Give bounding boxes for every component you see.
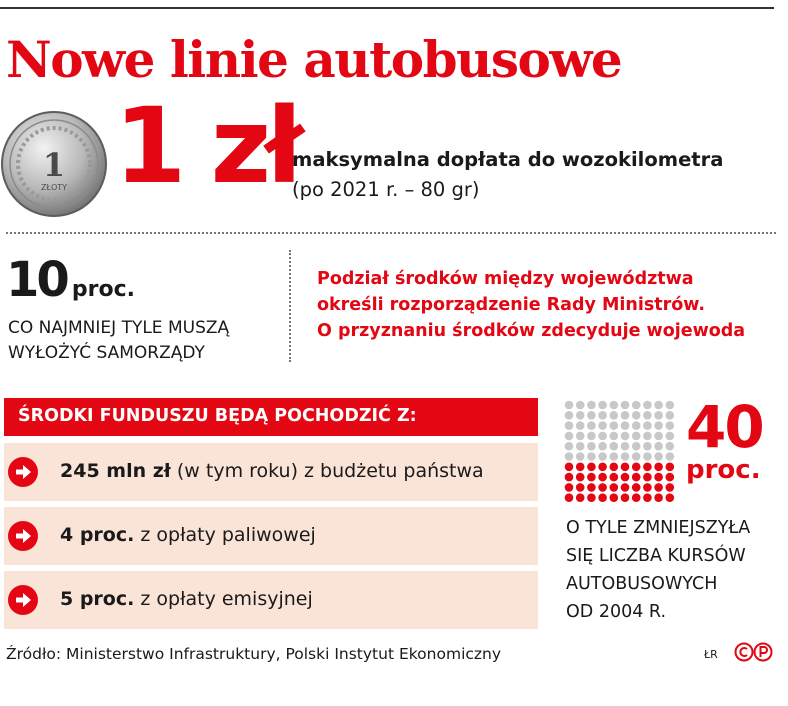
- grid-dot: [565, 442, 574, 451]
- grid-dot: [621, 442, 630, 451]
- grid-dot: [632, 463, 641, 472]
- grid-dot: [587, 463, 596, 472]
- grid-dot: [565, 401, 574, 410]
- max-subsidy-value: 1 zł: [114, 85, 298, 207]
- grid-dot: [621, 411, 630, 420]
- grid-dot: [666, 401, 675, 410]
- grid-dot: [654, 442, 663, 451]
- funds-header: ŚRODKI FUNDUSZU BĘDĄ POCHODZIĆ Z:: [4, 398, 538, 436]
- local-share-number: 10: [6, 252, 67, 308]
- grid-dot: [654, 432, 663, 441]
- grid-dot: [565, 473, 574, 482]
- grid-dot: [576, 401, 585, 410]
- vertical-dotted-divider: [289, 250, 291, 362]
- grid-dot: [621, 483, 630, 492]
- grid-dot: [587, 442, 596, 451]
- grid-dot: [576, 463, 585, 472]
- grid-dot: [587, 452, 596, 461]
- grid-dot: [587, 432, 596, 441]
- arrow-right-icon: [7, 456, 39, 488]
- author-credit: ŁR: [704, 648, 718, 661]
- page-title: Nowe linie autobusowe: [6, 30, 622, 89]
- grid-dot: [654, 452, 663, 461]
- grid-dot: [610, 483, 619, 492]
- grid-dot: [598, 473, 607, 482]
- grid-dot: [654, 493, 663, 502]
- decline-number: 40: [686, 393, 763, 461]
- grid-dot: [654, 463, 663, 472]
- arrow-right-icon: [7, 520, 39, 552]
- max-subsidy-description: maksymalna dopłata do wozokilometra: [292, 148, 724, 171]
- decline-dot-grid: [564, 400, 677, 504]
- grid-dot: [621, 473, 630, 482]
- coin-1-zloty-icon: [0, 110, 108, 218]
- grid-dot: [598, 432, 607, 441]
- grid-dot: [632, 483, 641, 492]
- grid-dot: [632, 493, 641, 502]
- grid-dot: [643, 483, 652, 492]
- grid-dot: [621, 421, 630, 430]
- grid-dot: [643, 473, 652, 482]
- grid-dot: [576, 493, 585, 502]
- regulation-note: Podział środków między województwa określi rozporządzenie Rady Ministrów. O przyznaniu środków zdecyduje wojewoda: [317, 269, 746, 341]
- grid-dot: [587, 401, 596, 410]
- dotted-divider: [6, 232, 776, 234]
- grid-dot: [654, 483, 663, 492]
- grid-dot: [643, 442, 652, 451]
- grid-dot: [576, 483, 585, 492]
- grid-dot: [666, 432, 675, 441]
- grid-dot: [643, 463, 652, 472]
- grid-dot: [621, 463, 630, 472]
- grid-dot: [576, 421, 585, 430]
- grid-dot: [565, 452, 574, 461]
- grid-dot: [576, 432, 585, 441]
- grid-dot: [621, 401, 630, 410]
- grid-dot: [632, 421, 641, 430]
- cp-copyright-icon: [734, 642, 774, 662]
- grid-dot: [654, 401, 663, 410]
- grid-dot: [565, 483, 574, 492]
- grid-dot: [598, 452, 607, 461]
- fund-source-row: 5 proc. z opłaty emisyjnej: [4, 571, 538, 629]
- grid-dot: [632, 473, 641, 482]
- grid-dot: [666, 421, 675, 430]
- grid-dot: [576, 473, 585, 482]
- grid-dot: [654, 421, 663, 430]
- grid-dot: [576, 442, 585, 451]
- local-share-unit: proc.: [71, 277, 136, 302]
- grid-dot: [598, 483, 607, 492]
- grid-dot: [576, 452, 585, 461]
- grid-dot: [598, 421, 607, 430]
- grid-dot: [598, 442, 607, 451]
- source-note: Źródło: Ministerstwo Infrastruktury, Polski Instytut Ekonomiczny: [6, 645, 502, 663]
- grid-dot: [632, 432, 641, 441]
- grid-dot: [632, 452, 641, 461]
- decline-unit: proc.: [686, 455, 761, 485]
- grid-dot: [654, 473, 663, 482]
- grid-dot: [598, 463, 607, 472]
- grid-dot: [587, 483, 596, 492]
- grid-dot: [666, 442, 675, 451]
- grid-dot: [654, 411, 663, 420]
- grid-dot: [587, 421, 596, 430]
- grid-dot: [565, 493, 574, 502]
- grid-dot: [621, 452, 630, 461]
- grid-dot: [643, 411, 652, 420]
- grid-dot: [598, 493, 607, 502]
- grid-dot: [621, 432, 630, 441]
- grid-dot: [643, 401, 652, 410]
- max-subsidy-note: (po 2021 r. – 80 gr): [292, 178, 480, 201]
- grid-dot: [565, 421, 574, 430]
- grid-dot: [610, 401, 619, 410]
- fund-source-row: 245 mln zł (w tym roku) z budżetu państwa: [4, 443, 538, 501]
- grid-dot: [610, 463, 619, 472]
- top-rule: [0, 7, 774, 9]
- grid-dot: [598, 411, 607, 420]
- coin-value: 1: [42, 146, 66, 184]
- grid-dot: [610, 432, 619, 441]
- grid-dot: [666, 452, 675, 461]
- grid-dot: [666, 473, 675, 482]
- grid-dot: [621, 493, 630, 502]
- grid-dot: [632, 411, 641, 420]
- grid-dot: [587, 411, 596, 420]
- grid-dot: [666, 483, 675, 492]
- grid-dot: [610, 452, 619, 461]
- grid-dot: [576, 411, 585, 420]
- grid-dot: [632, 442, 641, 451]
- grid-dot: [565, 411, 574, 420]
- grid-dot: [632, 401, 641, 410]
- grid-dot: [643, 452, 652, 461]
- grid-dot: [643, 432, 652, 441]
- grid-dot: [587, 493, 596, 502]
- grid-dot: [643, 421, 652, 430]
- grid-dot: [610, 473, 619, 482]
- grid-dot: [565, 432, 574, 441]
- grid-dot: [666, 463, 675, 472]
- fund-source-row: 4 proc. z opłaty paliwowej: [4, 507, 538, 565]
- arrow-right-icon: [7, 584, 39, 616]
- grid-dot: [643, 493, 652, 502]
- decline-description: O TYLE ZMNIEJSZYŁA SIĘ LICZBA KURSÓW AUTOBUSOWYCH OD 2004 R.: [566, 518, 751, 622]
- grid-dot: [610, 411, 619, 420]
- grid-dot: [666, 411, 675, 420]
- grid-dot: [610, 442, 619, 451]
- grid-dot: [565, 463, 574, 472]
- grid-dot: [666, 493, 675, 502]
- grid-dot: [587, 473, 596, 482]
- grid-dot: [610, 493, 619, 502]
- local-share-figure: [6, 252, 135, 308]
- coin-label: ZŁOTY: [40, 183, 68, 192]
- local-share-description: CO NAJMNIEJ TYLE MUSZĄ WYŁOŻYĆ SAMORZĄDY: [8, 318, 230, 363]
- grid-dot: [610, 421, 619, 430]
- grid-dot: [598, 401, 607, 410]
